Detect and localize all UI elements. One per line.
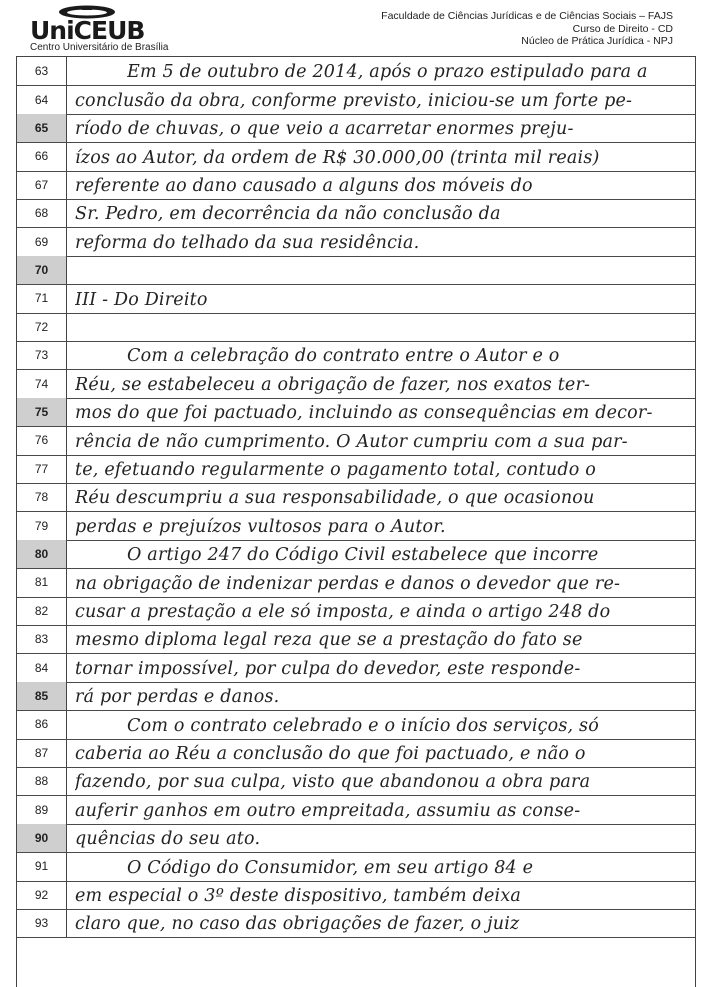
line-number: 91 <box>17 852 67 880</box>
line-number: 65 <box>17 114 67 142</box>
sheet-line <box>17 57 695 86</box>
line-number: 71 <box>17 284 67 312</box>
line-number: 81 <box>17 568 67 596</box>
line-number: 78 <box>17 483 67 511</box>
handwritten-text: ríodo de chuvas, o que veio a acarretar enormes preju- <box>75 119 574 140</box>
line-number: 80 <box>17 540 67 568</box>
sheet-line <box>17 710 695 739</box>
sheet-line <box>17 511 695 540</box>
line-number: 63 <box>17 57 67 85</box>
handwritten-text: cusar a prestação a ele só imposta, e ainda o artigo 248 do <box>75 601 611 622</box>
logo-subtitle: Centro Universitário de Brasília <box>30 42 169 53</box>
line-number: 92 <box>17 881 67 909</box>
handwritten-text: rência de não cumprimento. O Autor cumpriu com a sua par- <box>75 431 628 452</box>
uniceub-logo <box>30 4 180 52</box>
handwritten-text: O artigo 247 do Código Civil estabelece que incorre <box>127 545 599 566</box>
line-number: 77 <box>17 455 67 483</box>
handwritten-text: claro que, no caso das obrigações de fazer, o juiz <box>75 914 520 935</box>
sheet-line <box>17 653 695 682</box>
line-number: 68 <box>17 199 67 227</box>
sheet-line <box>17 909 695 938</box>
line-number: 69 <box>17 227 67 255</box>
page-header <box>0 0 705 53</box>
sheet-line <box>17 597 695 626</box>
handwritten-text: reforma do telhado da sua residência. <box>75 232 420 253</box>
institution-faculty: Faculdade de Ciências Jurídicas e de Ciências Sociais – FAJS <box>381 10 673 22</box>
sheet-line <box>17 114 695 143</box>
sheet-line <box>17 625 695 654</box>
line-number: 90 <box>17 824 67 852</box>
institution-course: Curso de Direito - CD <box>572 22 673 35</box>
sheet-line <box>17 824 695 853</box>
line-number: 82 <box>17 597 67 625</box>
handwritten-text: quências do seu ato. <box>75 829 261 850</box>
sheet-line <box>17 483 695 512</box>
handwritten-text: em especial o 3º deste dispositivo, também deixa <box>75 885 522 906</box>
line-number: 73 <box>17 341 67 369</box>
sheet-line <box>17 881 695 910</box>
sheet-line <box>17 568 695 597</box>
line-number: 89 <box>17 795 67 823</box>
sheet-line <box>17 199 695 228</box>
line-number: 64 <box>17 85 67 113</box>
line-number: 75 <box>17 398 67 426</box>
line-number: 70 <box>17 256 67 284</box>
handwritten-text: tornar impossível, por culpa do devedor, este responde- <box>75 658 581 679</box>
handwritten-text: rá por perdas e danos. <box>75 687 280 708</box>
handwritten-text: Sr. Pedro, em decorrência da não conclusão da <box>75 204 501 225</box>
sheet-line <box>17 398 695 427</box>
sheet-line <box>17 256 695 285</box>
handwritten-text: Com o contrato celebrado e o início dos serviços, só <box>127 715 599 736</box>
handwritten-text: na obrigação de indenizar perdas e danos o devedor que re- <box>75 573 621 594</box>
sheet-line <box>17 284 695 313</box>
handwritten-text: caberia ao Réu a conclusão do que foi pactuado, e não o <box>75 743 586 764</box>
sheet-line <box>17 341 695 370</box>
sheet-line <box>17 455 695 484</box>
institution-info <box>381 10 673 48</box>
line-number: 74 <box>17 369 67 397</box>
handwritten-text: mesmo diploma legal reza que se a prestação do fato se <box>75 630 583 651</box>
sheet-line <box>17 795 695 824</box>
institution-nucleus: Núcleo de Prática Jurídica - NPJ <box>521 35 673 47</box>
line-number: 83 <box>17 625 67 653</box>
sheet-line <box>17 369 695 398</box>
line-number: 85 <box>17 682 67 710</box>
handwritten-text: referente ao dano causado a alguns dos móveis do <box>75 175 533 196</box>
sheet-line <box>17 852 695 881</box>
sheet-line <box>17 171 695 200</box>
handwritten-text: Réu descumpriu a sua responsabilidade, o que ocasionou <box>75 488 595 509</box>
handwritten-text: conclusão da obra, conforme previsto, iniciou-se um forte pe- <box>75 90 633 111</box>
sheet-line <box>17 739 695 768</box>
handwritten-text: mos do que foi pactuado, incluindo as consequências em decor- <box>75 403 653 424</box>
handwritten-text: perdas e prejuízos vultosos para o Autor. <box>75 516 446 537</box>
handwritten-text: Em 5 de outubro de 2014, após o prazo estipulado para a <box>127 62 648 83</box>
line-number: 79 <box>17 511 67 539</box>
sheet-line <box>17 85 695 114</box>
line-number: 76 <box>17 426 67 454</box>
line-number: 87 <box>17 739 67 767</box>
sheet-line <box>17 540 695 569</box>
line-number: 67 <box>17 171 67 199</box>
line-number: 86 <box>17 710 67 738</box>
sheet-line <box>17 313 695 342</box>
handwritten-text: Réu, se estabeleceu a obrigação de fazer, nos exatos ter- <box>75 374 591 395</box>
lined-answer-sheet <box>16 56 696 987</box>
sheet-line <box>17 142 695 171</box>
handwritten-text: te, efetuando regularmente o pagamento total, contudo o <box>75 459 597 480</box>
sheet-line <box>17 227 695 256</box>
handwritten-text: fazendo, por sua culpa, visto que abandonou a obra para <box>75 772 591 793</box>
line-number: 84 <box>17 653 67 681</box>
logo-wordmark: UniCEUB <box>30 16 145 45</box>
handwritten-text: O Código do Consumidor, em seu artigo 84 e <box>127 857 534 878</box>
line-number: 88 <box>17 767 67 795</box>
handwritten-text: III - Do Direito <box>75 289 208 310</box>
line-number: 93 <box>17 909 67 937</box>
sheet-line <box>17 426 695 455</box>
handwritten-text: auferir ganhos em outro empreitada, assumiu as conse- <box>75 800 581 821</box>
line-number: 72 <box>17 313 67 341</box>
line-number: 66 <box>17 142 67 170</box>
sheet-line <box>17 767 695 796</box>
handwritten-text: ízos ao Autor, da ordem de R$ 30.000,00 (trinta mil reais) <box>75 147 600 168</box>
handwritten-text: Com a celebração do contrato entre o Autor e o <box>127 346 560 367</box>
sheet-line <box>17 682 695 711</box>
